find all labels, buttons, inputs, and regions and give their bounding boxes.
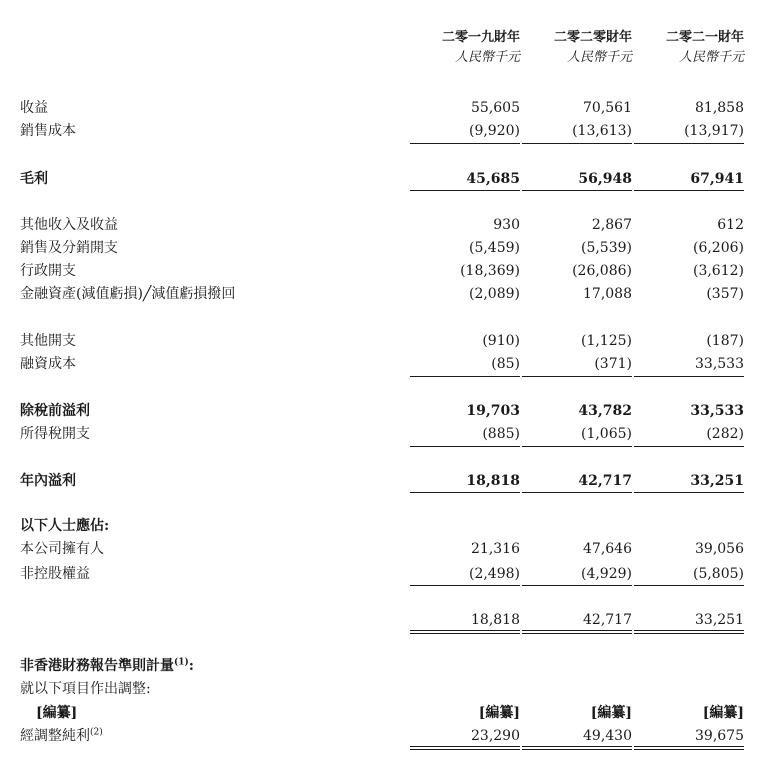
value-fy2021: 67,941 <box>690 171 744 187</box>
value-fy2021: (282) <box>706 426 744 442</box>
value-fy2020: (1,125) <box>580 333 632 349</box>
double-total-rule <box>410 630 520 634</box>
total-rule <box>522 190 632 191</box>
total-rule <box>410 190 520 191</box>
row-label: 收益 <box>20 100 48 116</box>
value-fy2020: (26,086) <box>572 263 632 279</box>
value-fy2019: (910) <box>482 333 520 349</box>
row-admin-expenses <box>0 260 757 282</box>
row-revenue <box>0 97 757 119</box>
row-profit-before-tax <box>0 400 757 422</box>
row-profit-for-year <box>0 470 757 492</box>
value-fy2021: (357) <box>706 286 744 302</box>
value-fy2019: 21,316 <box>471 541 520 557</box>
value-fy2019: 19,703 <box>466 403 520 419</box>
subtotal-rule <box>634 376 744 377</box>
column-year: 二零一九財年 <box>441 30 520 45</box>
row-label: 其他收入及收益 <box>20 217 118 233</box>
value-fy2019: 55,605 <box>471 100 520 116</box>
value-fy2021: 81,858 <box>695 100 744 116</box>
row-impairment <box>0 283 757 305</box>
value-fy2020: [編纂] <box>590 705 632 721</box>
value-fy2019: (885) <box>482 426 520 442</box>
subtotal-rule <box>634 143 744 144</box>
subtotal-rule <box>410 585 520 586</box>
value-fy2021: (13,917) <box>684 123 744 139</box>
value-fy2021: 39,675 <box>695 728 744 744</box>
column-header-fy2019 <box>410 28 520 68</box>
value-fy2019: 18,818 <box>466 473 520 489</box>
value-fy2021: (5,805) <box>692 566 744 582</box>
value-fy2019: [編纂] <box>478 705 520 721</box>
row-label-suffix: : <box>188 658 194 674</box>
value-fy2020: 42,717 <box>578 473 632 489</box>
row-finance-costs <box>0 353 757 375</box>
row-label: 其他開支 <box>20 333 76 349</box>
row-adjusted-net-profit <box>0 725 757 747</box>
total-rule <box>634 492 744 493</box>
subtotal-rule <box>522 446 632 447</box>
value-fy2021: [編纂] <box>702 705 744 721</box>
double-total-rule <box>634 746 744 750</box>
subtotal-rule <box>522 376 632 377</box>
subtotal-rule <box>522 143 632 144</box>
row-label-text: 經調整純利 <box>20 728 90 744</box>
value-fy2020: (371) <box>594 356 632 372</box>
value-fy2019: 45,685 <box>466 171 520 187</box>
column-year: 二零二零財年 <box>553 30 632 45</box>
row-cost-of-sales <box>0 120 757 142</box>
row-other-expenses <box>0 330 757 352</box>
subtotal-rule <box>410 446 520 447</box>
value-fy2020: 49,430 <box>583 728 632 744</box>
total-rule <box>634 190 744 191</box>
row-attributable-heading <box>0 515 757 537</box>
column-unit: 人民幣千元 <box>454 50 520 65</box>
value-fy2019: (5,459) <box>468 240 520 256</box>
row-label: 銷售成本 <box>20 123 76 139</box>
subtotal-rule <box>522 585 632 586</box>
row-adjustments-heading <box>0 678 757 700</box>
row-label: [編纂] <box>36 705 78 721</box>
value-fy2021: 39,056 <box>695 541 744 557</box>
row-selling-expenses <box>0 237 757 259</box>
value-fy2020: 70,561 <box>583 100 632 116</box>
subtotal-rule <box>634 446 744 447</box>
value-fy2019: 23,290 <box>471 728 520 744</box>
row-label <box>20 725 103 747</box>
value-fy2021: (6,206) <box>692 240 744 256</box>
value-fy2021: (187) <box>706 333 744 349</box>
value-fy2021: (3,612) <box>692 263 744 279</box>
double-total-rule <box>410 746 520 750</box>
footnote-ref: (1) <box>174 657 189 668</box>
row-label: 所得稅開支 <box>20 426 90 442</box>
column-unit: 人民幣千元 <box>566 50 632 65</box>
value-fy2019: (18,369) <box>460 263 520 279</box>
value-fy2019: (85) <box>491 356 520 372</box>
row-label-text: 非香港財務報告準則計量 <box>20 658 174 674</box>
total-rule <box>410 492 520 493</box>
value-fy2021: 33,251 <box>690 473 744 489</box>
column-header-fy2021 <box>634 28 744 68</box>
footnote-ref: (2) <box>90 727 103 738</box>
total-rule <box>522 492 632 493</box>
row-gross-profit <box>0 168 757 190</box>
row-redacted <box>0 702 757 724</box>
value-fy2020: (1,065) <box>580 426 632 442</box>
value-fy2020: (4,929) <box>580 566 632 582</box>
value-fy2021: 612 <box>717 217 744 233</box>
column-unit: 人民幣千元 <box>678 50 744 65</box>
value-fy2020: (13,613) <box>572 123 632 139</box>
value-fy2021: 33,533 <box>690 403 744 419</box>
value-fy2020: 42,717 <box>583 612 632 628</box>
value-fy2019: (9,920) <box>468 123 520 139</box>
row-income-tax <box>0 423 757 445</box>
value-fy2021: 33,251 <box>695 612 744 628</box>
value-fy2019: 930 <box>493 217 520 233</box>
row-non-hkfrs-heading <box>0 655 757 677</box>
row-label: 年內溢利 <box>20 473 76 489</box>
row-other-income <box>0 214 757 236</box>
value-fy2020: 17,088 <box>583 286 632 302</box>
row-label: 除稅前溢利 <box>20 403 90 419</box>
value-fy2020: 56,948 <box>578 171 632 187</box>
value-fy2019: 18,818 <box>471 612 520 628</box>
value-fy2021: 33,533 <box>695 356 744 372</box>
row-label: 融資成本 <box>20 356 76 372</box>
row-attributable-total <box>0 609 757 631</box>
value-fy2020: 2,867 <box>591 217 632 233</box>
row-non-controlling <box>0 563 757 585</box>
row-label: 行政開支 <box>20 263 76 279</box>
row-label: 銷售及分銷開支 <box>20 240 118 256</box>
row-label: 毛利 <box>20 171 48 187</box>
row-label: 以下人士應佔: <box>20 518 110 534</box>
row-label: 非控股權益 <box>20 566 90 582</box>
double-total-rule <box>634 630 744 634</box>
subtotal-rule <box>410 143 520 144</box>
subtotal-rule <box>634 585 744 586</box>
value-fy2019: (2,089) <box>468 286 520 302</box>
value-fy2020: (5,539) <box>580 240 632 256</box>
double-total-rule <box>522 746 632 750</box>
value-fy2020: 47,646 <box>583 541 632 557</box>
row-label: 本公司擁有人 <box>20 541 104 557</box>
row-label <box>20 655 194 677</box>
double-total-rule <box>522 630 632 634</box>
subtotal-rule <box>410 376 520 377</box>
column-year: 二零二一財年 <box>665 30 744 45</box>
row-owners <box>0 538 757 560</box>
value-fy2020: 43,782 <box>578 403 632 419</box>
row-label: 就以下項目作出調整: <box>20 681 151 697</box>
value-fy2019: (2,498) <box>468 566 520 582</box>
column-header-fy2020 <box>522 28 632 68</box>
row-label: 金融資產(減值虧損)╱減值虧損撥回 <box>20 286 236 302</box>
